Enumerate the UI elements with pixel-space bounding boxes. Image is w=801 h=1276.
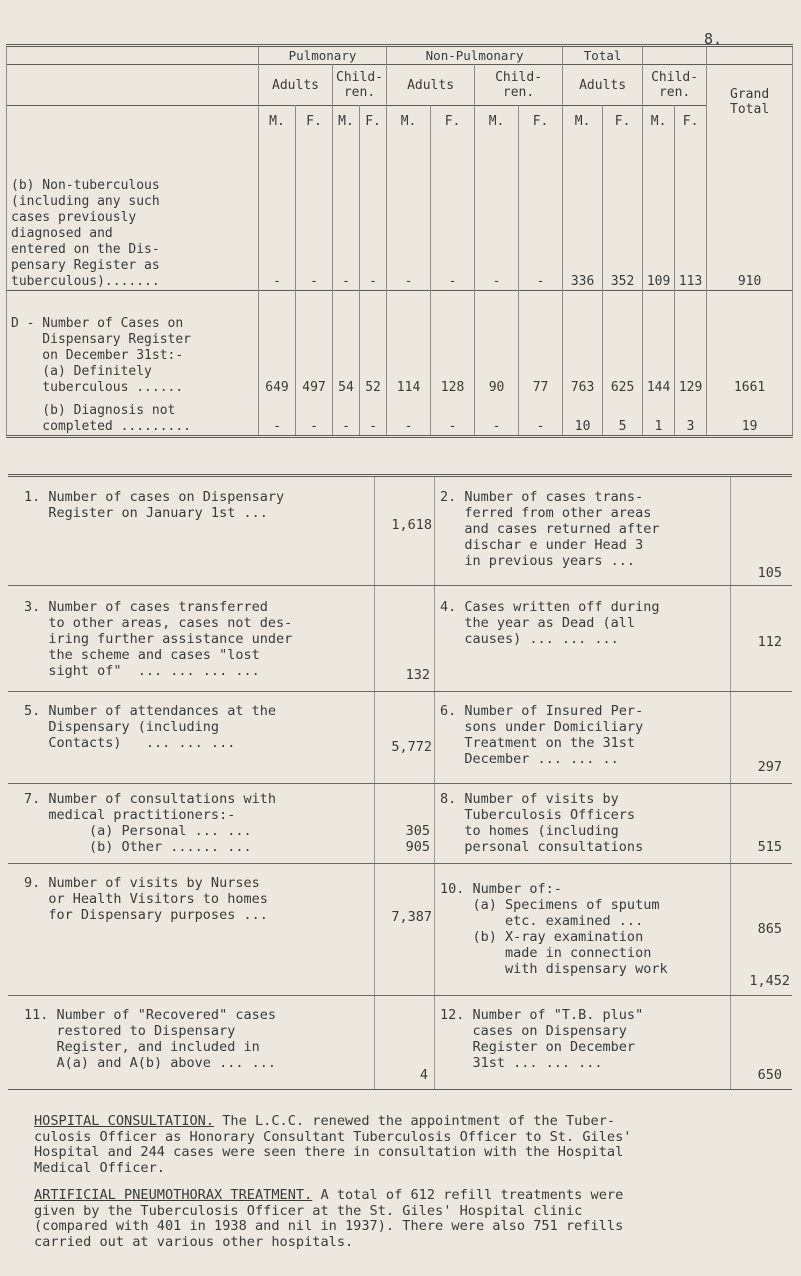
row-divider (8, 585, 792, 586)
table-cell: 3 (675, 396, 707, 436)
pneumothorax-paragraph (34, 1188, 794, 1250)
header-adults-total: Adults (563, 65, 643, 106)
header-children-pulmonary: Child- ren. (333, 65, 387, 106)
table-cell: 144 (643, 290, 675, 396)
sex-header: F. (519, 106, 563, 139)
table-cell-grand-total: 1661 (707, 290, 793, 396)
table-cell: - (519, 396, 563, 436)
summary-item-11: 11. Number of "Recovered" cases restored to Dispensary Register, and included in A(a) and A(b) above ... ... (24, 1007, 276, 1071)
empty-header-cell (7, 106, 259, 139)
table-cell: 90 (475, 290, 519, 396)
table-cell: 352 (603, 138, 643, 290)
hospital-consultation-heading: HOSPITAL CONSULTATION. (34, 1113, 215, 1129)
pneumothorax-heading: ARTIFICIAL PNEUMOTHORAX TREATMENT. (34, 1187, 313, 1203)
table-cell: 10 (563, 396, 603, 436)
table-cell: - (259, 396, 296, 436)
row-divider (8, 863, 792, 864)
sex-header: M. (475, 106, 519, 139)
summary-item-3: 3. Number of cases transferred to other areas, cases not des- iring further assistance under the scheme and cases "lost sight of" ... ... ... ... (24, 599, 293, 679)
sex-header: F. (603, 106, 643, 139)
table-cell: - (387, 396, 431, 436)
table-cell: 497 (296, 290, 333, 396)
row-divider (8, 995, 792, 996)
sex-header: M. (563, 106, 603, 139)
empty-header-cell (7, 65, 259, 106)
table-cell: 113 (675, 138, 707, 290)
group-header-total: Total (563, 46, 643, 65)
table-cell: 129 (675, 290, 707, 396)
summary-value-2: 105 (757, 565, 782, 581)
summary-value-4: 112 (757, 634, 782, 650)
sex-header: M. (643, 106, 675, 139)
empty-header-cell (643, 46, 707, 65)
summary-item-5: 5. Number of attendances at the Dispensary (including Contacts) ... ... ... (24, 703, 276, 751)
table-cell: 5 (603, 396, 643, 436)
sex-header: M. (387, 106, 431, 139)
row-divider (8, 691, 792, 692)
page-number: 8. (704, 30, 723, 48)
summary-value-11: 4 (419, 1067, 428, 1083)
summary-value-7a: 305 (405, 823, 430, 839)
table-cell: 649 (259, 290, 296, 396)
table-cell: - (475, 138, 519, 290)
header-grand-total: Grand Total (707, 65, 793, 139)
table-cell: 109 (643, 138, 675, 290)
table-cell: 625 (603, 290, 643, 396)
table-cell: - (360, 138, 387, 290)
header-children-total: Child- ren. (643, 65, 707, 106)
empty-header-cell (707, 46, 793, 65)
summary-item-12: 12. Number of "T.B. plus" cases on Dispensary Register on December 31st ... ... ... (440, 1007, 644, 1071)
table-cell: 52 (360, 290, 387, 396)
table-cell: 114 (387, 290, 431, 396)
pneumothorax-body: A total of 612 refill treatments were given by the Tuberculosis Officer at the St. Giles' Hospital clinic (compared with 401 in 1938 and nil in 1937). There were also 751 refills carried out at various other hospitals. (34, 1187, 624, 1250)
sex-header: F. (296, 106, 333, 139)
table-cell: 763 (563, 290, 603, 396)
row-label-definitely-tuberculous: D - Number of Cases on Dispensary Register on December 31st:- (a) Definitely tuberculous ...... (7, 290, 259, 396)
table-cell: - (431, 396, 475, 436)
sex-header: F. (675, 106, 707, 139)
sex-header: M. (259, 106, 296, 139)
row-label-non-tuberculous: (b) Non-tuberculous (including any such cases previously diagnosed and entered on the Dis- pensary Register as tuberculous)....... (7, 138, 259, 290)
table-cell: - (519, 138, 563, 290)
table-cell: - (431, 138, 475, 290)
header-children-non-pulmonary: Child- ren. (475, 65, 563, 106)
hospital-consultation-body: The L.C.C. renewed the appointment of the Tuber- culosis Officer as Honorary Consultant Tuberculosis Officer to St. Giles' Hospital and 244 cases were seen there in consultation with the Hospital Medical Officer. (34, 1113, 632, 1176)
table-cell: - (296, 138, 333, 290)
sex-header: M. (333, 106, 360, 139)
sex-header: F. (431, 106, 475, 139)
summary-item-8: 8. Number of visits by Tuberculosis Officers to homes (including personal consultations (440, 791, 644, 855)
table-cell: 128 (431, 290, 475, 396)
summary-value-10a: 865 (757, 921, 782, 937)
table-cell: 1 (643, 396, 675, 436)
empty-header-cell (7, 46, 259, 65)
table-cell: 336 (563, 138, 603, 290)
sex-header: F. (360, 106, 387, 139)
summary-value-12: 650 (757, 1067, 782, 1083)
summary-grid (8, 474, 792, 1090)
summary-value-5: 5,772 (391, 739, 432, 755)
summary-value-3: 132 (405, 667, 430, 683)
table-cell: - (333, 396, 360, 436)
table-cell: - (259, 138, 296, 290)
row-divider (8, 783, 792, 784)
summary-value-8: 515 (757, 839, 782, 855)
header-adults-pulmonary: Adults (259, 65, 333, 106)
summary-value-1: 1,618 (391, 517, 432, 533)
summary-item-2: 2. Number of cases trans- ferred from other areas and cases returned after dischar e under Head 3 in previous years ... (440, 489, 660, 569)
table-cell-grand-total: 19 (707, 396, 793, 436)
summary-item-10: 10. Number of:- (a) Specimens of sputum etc. examined ... (b) X-ray examination made in connection with dispensary work (440, 881, 668, 977)
register-table (6, 44, 793, 438)
table-cell: - (296, 396, 333, 436)
summary-item-4: 4. Cases written off during the year as Dead (all causes) ... ... ... (440, 599, 660, 647)
group-header-non-pulmonary: Non-Pulmonary (387, 46, 563, 65)
row-label-diagnosis-not-completed: (b) Diagnosis not completed ......... (7, 396, 259, 436)
summary-item-7: 7. Number of consultations with medical practitioners:- (a) Personal ... ... (b) Other ...... ... (24, 791, 276, 855)
table-cell: - (360, 396, 387, 436)
table-cell: 77 (519, 290, 563, 396)
header-adults-non-pulmonary: Adults (387, 65, 475, 106)
table-cell: - (475, 396, 519, 436)
summary-item-6: 6. Number of Insured Per- sons under Domiciliary Treatment on the 31st December ... ... .. (440, 703, 644, 767)
table-cell: - (333, 138, 360, 290)
table-cell: - (387, 138, 431, 290)
table-cell-grand-total: 910 (707, 138, 793, 290)
summary-value-10b: 1,452 (749, 973, 790, 989)
table-cell: 54 (333, 290, 360, 396)
summary-item-9: 9. Number of visits by Nurses or Health Visitors to homes for Dispensary purposes ... (24, 875, 268, 923)
summary-value-7b: 905 (405, 839, 430, 855)
summary-value-6: 297 (757, 759, 782, 775)
hospital-consultation-paragraph (34, 1114, 794, 1176)
summary-item-1: 1. Number of cases on Dispensary Register on January 1st ... (24, 489, 285, 521)
group-header-pulmonary: Pulmonary (259, 46, 387, 65)
summary-value-9: 7,387 (391, 909, 432, 925)
